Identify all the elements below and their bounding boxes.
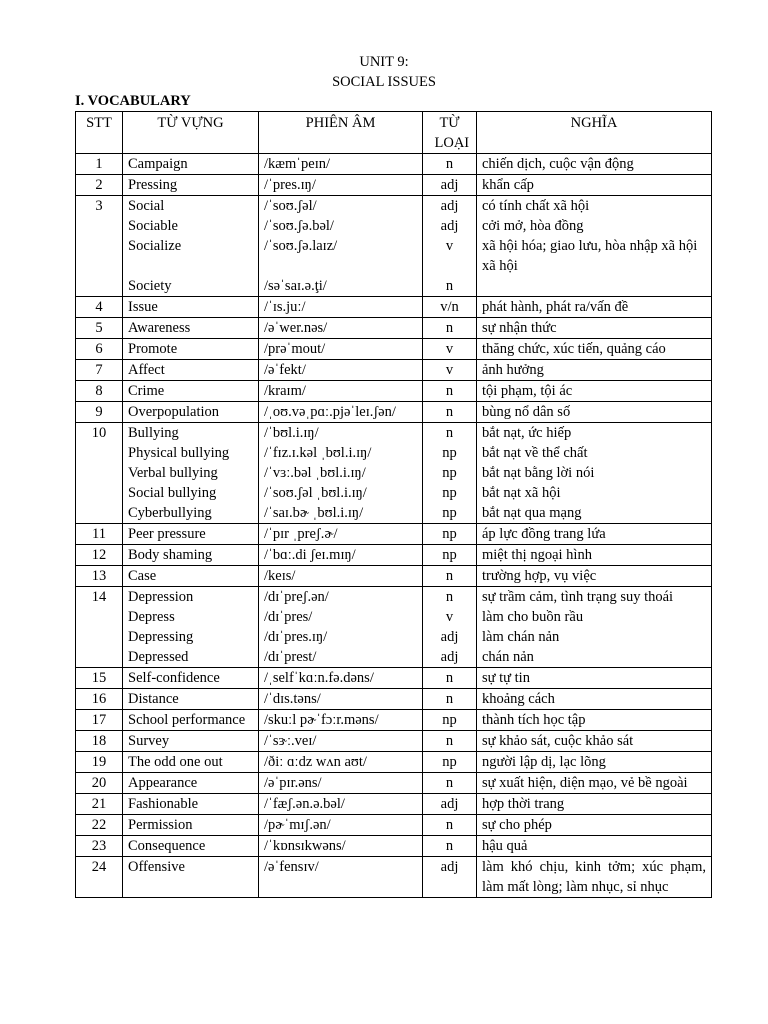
meaning-cell <box>477 297 712 318</box>
table-row <box>76 794 712 815</box>
meaning-cell <box>477 196 712 297</box>
part-of-speech: n <box>445 589 454 605</box>
part-of-speech: v <box>445 238 454 254</box>
pronunciation-cell <box>259 857 423 898</box>
meaning: xã hội <box>482 258 518 274</box>
pronunciation: /ˈpres.ɪŋ/ <box>264 177 316 193</box>
table-row <box>76 815 712 836</box>
pronunciation-cell <box>259 587 423 668</box>
table-row <box>76 731 712 752</box>
part-of-speech: n <box>445 733 454 749</box>
pronunciation: /ˌselfˈkɑːn.fə.dəns/ <box>264 670 374 686</box>
meaning-cell <box>477 689 712 710</box>
meaning: thăng chức, xúc tiến, quảng cáo <box>482 341 666 357</box>
pronunciation: /skuːl pɚˈfɔːr.məns/ <box>264 712 379 728</box>
table-row <box>76 668 712 689</box>
meaning: bắt nạt bằng lời nói <box>482 465 595 481</box>
pronunciation-cell <box>259 566 423 587</box>
table-row <box>76 154 712 175</box>
pronunciation: /ˈkɒnsɪkwəns/ <box>264 838 346 854</box>
vocab-word-cell <box>123 566 259 587</box>
part-of-speech: np <box>442 485 457 501</box>
row-number: 21 <box>76 794 123 815</box>
vocab-word-cell <box>123 402 259 423</box>
row-number: 5 <box>76 318 123 339</box>
meaning-cell <box>477 857 712 898</box>
row-number: 10 <box>76 423 123 524</box>
part-of-speech: np <box>442 754 457 770</box>
vocab-word <box>128 256 253 276</box>
part-of-speech-cell <box>423 154 477 175</box>
pronunciation-cell <box>259 154 423 175</box>
vocab-word-cell <box>123 587 259 668</box>
vocab-word-cell <box>123 196 259 297</box>
meaning-cell <box>477 587 712 668</box>
table-row <box>76 857 712 898</box>
part-of-speech: np <box>442 465 457 481</box>
pronunciation: /kraɪm/ <box>264 383 306 399</box>
part-of-speech-cell <box>423 710 477 731</box>
vocab-word: Physical bullying <box>128 445 230 461</box>
meaning: ảnh hưởng <box>482 362 544 378</box>
meaning: chán nản <box>482 649 534 665</box>
meaning: bắt nạt xã hội <box>482 485 561 501</box>
meaning: làm khó chịu, kinh tởm; xúc phạm, làm mất lòng; làm nhục, sỉ nhục <box>482 859 706 895</box>
row-number: 24 <box>76 857 123 898</box>
pronunciation-cell <box>259 689 423 710</box>
row-number: 9 <box>76 402 123 423</box>
pronunciation-cell <box>259 731 423 752</box>
meaning-cell <box>477 566 712 587</box>
meaning: xã hội hóa; giao lưu, hòa nhập xã hội <box>482 238 698 254</box>
part-of-speech: n <box>445 404 454 420</box>
vocab-word-cell <box>123 381 259 402</box>
part-of-speech-cell <box>423 731 477 752</box>
part-of-speech: n <box>445 670 454 686</box>
pronunciation-cell <box>259 196 423 297</box>
meaning-cell <box>477 339 712 360</box>
part-of-speech-cell <box>423 423 477 524</box>
vocab-word-cell <box>123 154 259 175</box>
vocab-word: Awareness <box>128 320 191 336</box>
vocab-word: Campaign <box>128 156 188 172</box>
pronunciation-cell <box>259 175 423 196</box>
vocab-word-cell <box>123 297 259 318</box>
part-of-speech: adj <box>440 177 459 193</box>
vocab-word: Offensive <box>128 859 185 875</box>
table-row <box>76 545 712 566</box>
meaning-cell <box>477 154 712 175</box>
pronunciation: /ˈsoʊ.ʃəl ˌbʊl.i.ɪŋ/ <box>264 485 367 501</box>
meaning: áp lực đồng trang lứa <box>482 526 606 542</box>
vocab-word: Distance <box>128 691 179 707</box>
vocab-word-cell <box>123 339 259 360</box>
row-number: 14 <box>76 587 123 668</box>
meaning-cell <box>477 794 712 815</box>
part-of-speech: n <box>445 425 454 441</box>
table-body <box>76 154 712 898</box>
vocab-word: Crime <box>128 383 165 399</box>
vocab-word: Consequence <box>128 838 206 854</box>
pronunciation: /əˈpɪr.əns/ <box>264 775 322 791</box>
pronunciation: /ˈvɜː.bəl ˌbʊl.i.ɪŋ/ <box>264 465 366 481</box>
meaning-cell <box>477 836 712 857</box>
meaning-cell <box>477 545 712 566</box>
row-number: 22 <box>76 815 123 836</box>
meaning-cell <box>477 423 712 524</box>
pronunciation: /ˈɪs.juː/ <box>264 299 306 315</box>
part-of-speech: v/n <box>440 299 459 315</box>
part-of-speech-cell <box>423 402 477 423</box>
pronunciation: /ˈsoʊ.ʃə.laɪz/ <box>264 238 338 254</box>
vocab-word: Issue <box>128 299 158 315</box>
meaning-cell <box>477 815 712 836</box>
row-number: 2 <box>76 175 123 196</box>
meaning: làm chán nản <box>482 629 560 645</box>
document-header <box>0 52 768 92</box>
part-of-speech-cell <box>423 297 477 318</box>
meaning: sự tự tin <box>482 670 530 686</box>
vocab-word: Sociable <box>128 218 178 234</box>
table-row <box>76 773 712 794</box>
table-header-row <box>76 112 712 154</box>
meaning: bắt nạt về thể chất <box>482 445 588 461</box>
meaning: sự trầm cảm, tình trạng suy thoái <box>482 589 674 605</box>
vocab-word-cell <box>123 689 259 710</box>
vocab-word-cell <box>123 752 259 773</box>
table-row <box>76 339 712 360</box>
pronunciation-cell <box>259 318 423 339</box>
table-row <box>76 381 712 402</box>
part-of-speech-cell <box>423 339 477 360</box>
meaning-cell <box>477 360 712 381</box>
part-of-speech: v <box>445 362 454 378</box>
pronunciation-cell <box>259 815 423 836</box>
meaning-cell <box>477 731 712 752</box>
vocab-word: Depress <box>128 609 175 625</box>
vocab-word: Depression <box>128 589 194 605</box>
pronunciation: /pɚˈmɪʃ.ən/ <box>264 817 331 833</box>
table-row <box>76 689 712 710</box>
pronunciation-cell <box>259 710 423 731</box>
row-number: 11 <box>76 524 123 545</box>
part-of-speech: np <box>442 505 457 521</box>
pronunciation: /prəˈmout/ <box>264 341 326 357</box>
row-number: 23 <box>76 836 123 857</box>
part-of-speech-cell <box>423 857 477 898</box>
row-number: 6 <box>76 339 123 360</box>
vocab-word: Fashionable <box>128 796 199 812</box>
part-of-speech: v <box>445 341 454 357</box>
part-of-speech <box>423 256 476 276</box>
pronunciation: /ˈsoʊ.ʃə.bəl/ <box>264 218 334 234</box>
pronunciation: /ˌoʊ.vəˌpɑː.pjəˈleɪ.ʃən/ <box>264 404 396 420</box>
pronunciation: /əˈwer.nəs/ <box>264 320 328 336</box>
pronunciation: /ˈsɝː.veɪ/ <box>264 733 317 749</box>
vocab-word-cell <box>123 794 259 815</box>
row-number: 17 <box>76 710 123 731</box>
part-of-speech-cell <box>423 587 477 668</box>
part-of-speech-cell <box>423 815 477 836</box>
table-row <box>76 423 712 524</box>
part-of-speech: np <box>442 526 457 542</box>
meaning-cell <box>477 773 712 794</box>
part-of-speech: n <box>445 383 454 399</box>
vocab-word-cell <box>123 773 259 794</box>
part-of-speech: adj <box>440 629 459 645</box>
pronunciation: /ˈsoʊ.ʃəl/ <box>264 198 317 214</box>
part-of-speech-cell <box>423 175 477 196</box>
row-number: 12 <box>76 545 123 566</box>
pronunciation <box>264 256 417 276</box>
part-of-speech-cell <box>423 545 477 566</box>
vocab-word-cell <box>123 815 259 836</box>
meaning-cell <box>477 668 712 689</box>
part-of-speech: n <box>445 817 454 833</box>
meaning: phát hành, phát ra/vấn đề <box>482 299 629 315</box>
pronunciation: /ˈfæʃ.ən.ə.bəl/ <box>264 796 345 812</box>
pronunciation: /səˈsaɪ.ə.ţi/ <box>264 278 327 294</box>
meaning: có tính chất xã hội <box>482 198 590 214</box>
row-number: 8 <box>76 381 123 402</box>
pronunciation: /ˈsaɪ.bɚ ˌbʊl.i.ɪŋ/ <box>264 505 364 521</box>
vocab-word: Survey <box>128 733 170 749</box>
part-of-speech-cell <box>423 773 477 794</box>
part-of-speech: adj <box>440 796 459 812</box>
meaning-cell <box>477 752 712 773</box>
row-number: 13 <box>76 566 123 587</box>
pronunciation: /ˈfɪz.ɪ.kəl ˌbʊl.i.ɪŋ/ <box>264 445 372 461</box>
row-number: 20 <box>76 773 123 794</box>
row-number: 1 <box>76 154 123 175</box>
vocab-word: Social <box>128 198 165 214</box>
part-of-speech-cell <box>423 196 477 297</box>
column-header-pronunciation: PHIÊN ÂM <box>259 112 423 154</box>
table-row <box>76 360 712 381</box>
meaning: sự khảo sát, cuộc khảo sát <box>482 733 634 749</box>
vocab-word-cell <box>123 710 259 731</box>
table-row <box>76 752 712 773</box>
meaning: khoảng cách <box>482 691 555 707</box>
table-row <box>76 175 712 196</box>
meaning-cell <box>477 524 712 545</box>
part-of-speech: n <box>445 278 454 294</box>
meaning-cell <box>477 175 712 196</box>
meaning: thành tích học tập <box>482 712 586 728</box>
vocab-word-cell <box>123 545 259 566</box>
meaning: bắt nạt qua mạng <box>482 505 582 521</box>
pronunciation-cell <box>259 402 423 423</box>
table-row <box>76 710 712 731</box>
vocab-word-cell <box>123 836 259 857</box>
pronunciation-cell <box>259 794 423 815</box>
vocab-word: Socialize <box>128 238 182 254</box>
vocab-word: Permission <box>128 817 193 833</box>
part-of-speech-cell <box>423 524 477 545</box>
vocab-word-cell <box>123 318 259 339</box>
meaning: khẩn cấp <box>482 177 534 193</box>
part-of-speech-cell <box>423 794 477 815</box>
part-of-speech: adj <box>440 198 459 214</box>
row-number: 19 <box>76 752 123 773</box>
vocab-word: Promote <box>128 341 178 357</box>
vocab-word: Society <box>128 278 172 294</box>
vocab-word: Appearance <box>128 775 198 791</box>
part-of-speech-cell <box>423 668 477 689</box>
pronunciation-cell <box>259 836 423 857</box>
pronunciation-cell <box>259 297 423 318</box>
row-number: 4 <box>76 297 123 318</box>
part-of-speech-cell <box>423 836 477 857</box>
meaning: miệt thị ngoại hình <box>482 547 592 563</box>
pronunciation: /ˈbʊl.i.ɪŋ/ <box>264 425 319 441</box>
part-of-speech-cell <box>423 752 477 773</box>
part-of-speech-cell <box>423 689 477 710</box>
vocab-word-cell <box>123 423 259 524</box>
meaning-cell <box>477 710 712 731</box>
pronunciation-cell <box>259 381 423 402</box>
pronunciation-cell <box>259 524 423 545</box>
meaning: bắt nạt, ức hiếp <box>482 425 572 441</box>
part-of-speech: n <box>445 568 454 584</box>
vocab-word-cell <box>123 524 259 545</box>
pronunciation: /dɪˈprest/ <box>264 649 317 665</box>
vocab-word: Overpopulation <box>128 404 220 420</box>
part-of-speech: n <box>445 691 454 707</box>
vocab-word: Social bullying <box>128 485 217 501</box>
vocab-word: The odd one out <box>128 754 223 770</box>
table-row <box>76 836 712 857</box>
column-header-part-of-speech: TỪ LOẠI <box>423 112 477 154</box>
column-header-meaning: NGHĨA <box>477 112 712 154</box>
meaning-cell <box>477 381 712 402</box>
pronunciation: /əˈfensɪv/ <box>264 859 319 875</box>
meaning: cởi mở, hòa đồng <box>482 218 584 234</box>
part-of-speech: n <box>445 156 454 172</box>
vocab-word: Peer pressure <box>128 526 206 542</box>
meaning: sự xuất hiện, diện mạo, vẻ bề ngoài <box>482 775 688 791</box>
part-of-speech: np <box>442 712 457 728</box>
vocab-word: Bullying <box>128 425 179 441</box>
section-title: I. VOCABULARY <box>75 93 191 109</box>
table-row <box>76 318 712 339</box>
part-of-speech: adj <box>440 649 459 665</box>
meaning: hậu quả <box>482 838 528 854</box>
vocabulary-table <box>75 111 712 898</box>
unit-number: UNIT 9: <box>359 54 409 70</box>
vocab-word: Depressing <box>128 629 194 645</box>
row-number: 3 <box>76 196 123 297</box>
meaning-cell <box>477 402 712 423</box>
vocab-word: School performance <box>128 712 246 728</box>
meaning: sự nhận thức <box>482 320 557 336</box>
meaning: hợp thời trang <box>482 796 565 812</box>
column-header-stt: STT <box>76 112 123 154</box>
meaning-cell <box>477 318 712 339</box>
meaning: sự cho phép <box>482 817 552 833</box>
part-of-speech: np <box>442 445 457 461</box>
vocab-word: Affect <box>128 362 165 378</box>
part-of-speech: adj <box>440 859 459 875</box>
meaning: chiến dịch, cuộc vận động <box>482 156 634 172</box>
table-row <box>76 297 712 318</box>
table-row <box>76 402 712 423</box>
pronunciation: /ðiː ɑːdz wʌn aʊt/ <box>264 754 367 770</box>
unit-topic: SOCIAL ISSUES <box>332 74 436 90</box>
pronunciation-cell <box>259 668 423 689</box>
vocab-word-cell <box>123 857 259 898</box>
row-number: 7 <box>76 360 123 381</box>
pronunciation: /dɪˈpreʃ.ən/ <box>264 589 329 605</box>
pronunciation: /dɪˈpres.ɪŋ/ <box>264 629 328 645</box>
row-number: 15 <box>76 668 123 689</box>
table-row <box>76 196 712 297</box>
column-header-word: TỪ VỰNG <box>123 112 259 154</box>
pronunciation: /keɪs/ <box>264 568 296 584</box>
pronunciation-cell <box>259 360 423 381</box>
part-of-speech: n <box>445 775 454 791</box>
pronunciation-cell <box>259 752 423 773</box>
vocab-word-cell <box>123 175 259 196</box>
vocab-word-cell <box>123 360 259 381</box>
pronunciation-cell <box>259 339 423 360</box>
table-row <box>76 587 712 668</box>
pronunciation: /ˈpɪr ˌpreʃ.ɚ/ <box>264 526 338 542</box>
table-row <box>76 524 712 545</box>
pronunciation-cell <box>259 423 423 524</box>
vocab-word: Depressed <box>128 649 189 665</box>
table-row <box>76 566 712 587</box>
part-of-speech-cell <box>423 381 477 402</box>
part-of-speech-cell <box>423 566 477 587</box>
meaning: người lập dị, lạc lõng <box>482 754 606 770</box>
vocab-word-cell <box>123 668 259 689</box>
vocab-word: Body shaming <box>128 547 213 563</box>
vocab-word-cell <box>123 731 259 752</box>
vocab-word: Cyberbullying <box>128 505 212 521</box>
meaning: làm cho buồn rầu <box>482 609 584 625</box>
vocab-word: Verbal bullying <box>128 465 218 481</box>
meaning: tội phạm, tội ác <box>482 383 573 399</box>
part-of-speech-cell <box>423 360 477 381</box>
pronunciation-cell <box>259 773 423 794</box>
pronunciation: /ˈbɑː.di ʃeɪ.mɪŋ/ <box>264 547 356 563</box>
meaning: trường hợp, vụ việc <box>482 568 597 584</box>
pronunciation-cell <box>259 545 423 566</box>
pronunciation: /əˈfekt/ <box>264 362 306 378</box>
vocab-word: Case <box>128 568 157 584</box>
meaning: bùng nổ dân số <box>482 404 571 420</box>
pronunciation: /ˈdɪs.təns/ <box>264 691 321 707</box>
part-of-speech: n <box>445 838 454 854</box>
pronunciation: /kæmˈpeɪn/ <box>264 156 331 172</box>
vocab-word: Pressing <box>128 177 178 193</box>
vocab-word: Self-confidence <box>128 670 220 686</box>
part-of-speech: adj <box>440 218 459 234</box>
row-number: 16 <box>76 689 123 710</box>
row-number: 18 <box>76 731 123 752</box>
part-of-speech: n <box>445 320 454 336</box>
part-of-speech: v <box>445 609 454 625</box>
part-of-speech-cell <box>423 318 477 339</box>
pronunciation: /dɪˈpres/ <box>264 609 313 625</box>
part-of-speech: np <box>442 547 457 563</box>
